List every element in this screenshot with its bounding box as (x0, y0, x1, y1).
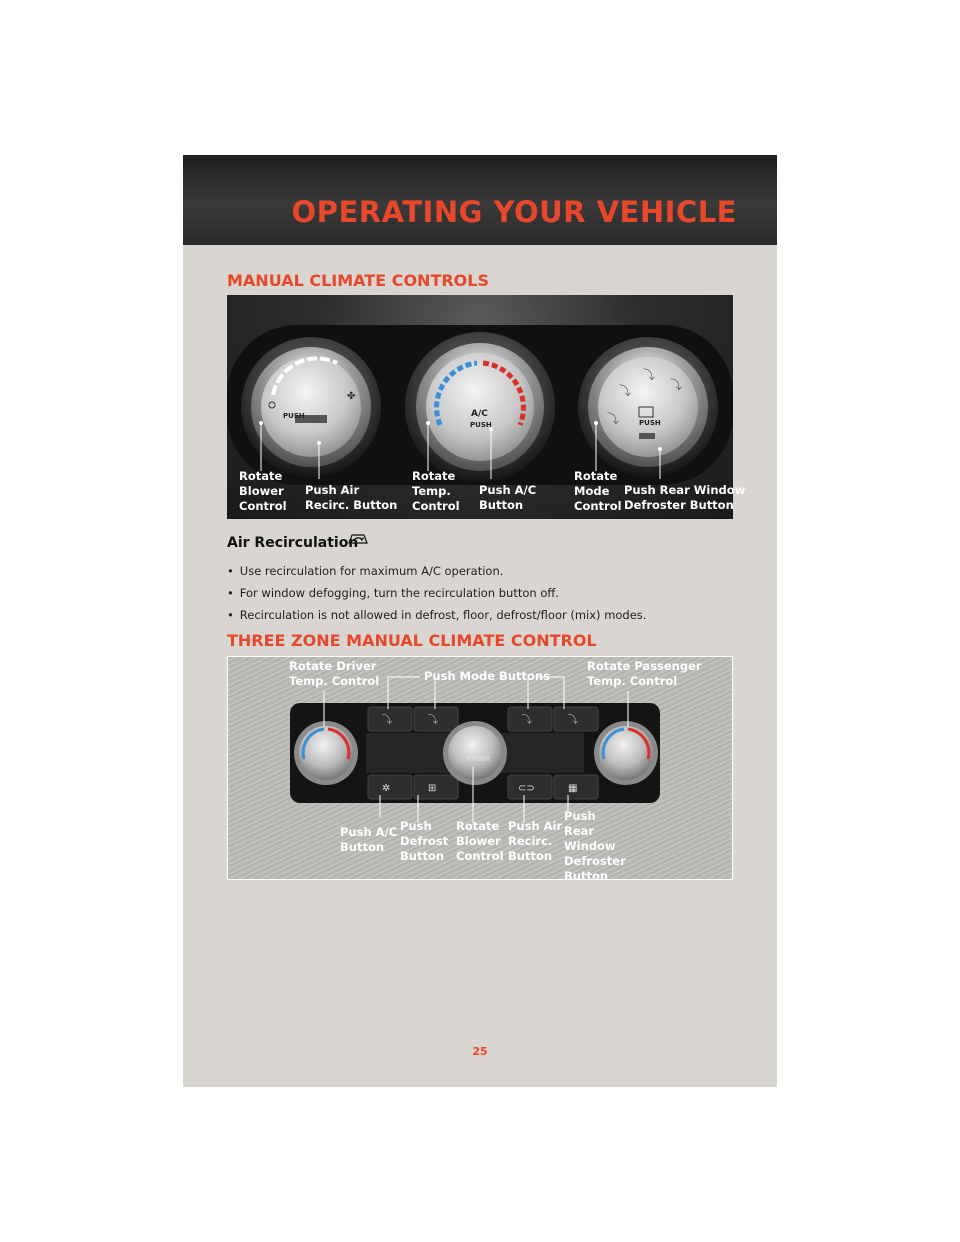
svg-text:⤵: ⤵ (607, 412, 620, 426)
svg-text:⊞: ⊞ (428, 783, 437, 794)
callout-push-rear-window-defroster: Push Rear Window Defroster Button (624, 483, 746, 512)
page-number: 25 (472, 1045, 488, 1058)
svg-text:▦: ▦ (568, 783, 578, 794)
section-title-three-zone: THREE ZONE MANUAL CLIMATE CONTROL (227, 631, 597, 650)
section-title-manual-climate: MANUAL CLIMATE CONTROLS (227, 271, 489, 290)
callout-rotate-temp-control: Rotate Temp. Control (412, 469, 460, 513)
right-knob-push-label: PUSH (639, 419, 661, 427)
callout-push-defrost-button: Push Defrost Button (400, 819, 449, 863)
list-item: • Use recirculation for maximum A/C operation. (227, 560, 747, 582)
driver-temp-knob (294, 721, 358, 785)
list-item: • Recirculation is not allowed in defrost, floor, defrost/floor (mix) modes. (227, 604, 747, 626)
svg-text:⤵: ⤵ (522, 715, 532, 726)
list-item: • For window defogging, turn the recirculation button off. (227, 582, 747, 604)
callout-rotate-blower-control: Rotate Blower Control (239, 469, 287, 513)
air-recirculation-heading: Air Recirculation (227, 535, 359, 551)
svg-text:✲: ✲ (382, 783, 391, 794)
center-knob-ac-label: A/C (471, 409, 488, 419)
svg-text:⊂⊃: ⊂⊃ (518, 783, 535, 794)
svg-text:⤵: ⤵ (568, 715, 578, 726)
callout-push-air-recirc-button: Push Air Recirc. Button (305, 483, 398, 512)
manual-page (183, 155, 777, 1087)
center-knob-push-label: PUSH (470, 421, 492, 429)
callout-push-mode-buttons: Push Mode Buttons (424, 669, 550, 683)
callout-rotate-mode-control: Rotate Mode Control (574, 469, 622, 513)
callout-rotate-blower-control-2: Rotate Blower Control (456, 819, 504, 863)
callout-push-ac-button: Push A/C Button (479, 483, 537, 512)
passenger-temp-knob (594, 721, 658, 785)
svg-text:⤵: ⤵ (428, 715, 438, 726)
svg-text:✤: ✤ (347, 391, 356, 402)
air-recirculation-list (227, 560, 747, 626)
blower-knob (241, 337, 381, 477)
mode-knob (578, 337, 718, 477)
page-header (183, 155, 777, 245)
callout-push-rear-window-defroster-2: Push Rear Window Defroster Button (564, 809, 626, 883)
callout-push-air-recirc-button-2: Push Air Recirc. Button (508, 819, 563, 863)
three-zone-photo (227, 656, 733, 883)
header-title: OPERATING YOUR VEHICLE (291, 195, 737, 229)
svg-text:⤵: ⤵ (643, 368, 656, 382)
callout-push-ac-button-2: Push A/C Button (340, 825, 398, 854)
svg-text:⤵: ⤵ (619, 384, 632, 398)
callout-rotate-driver-temp: Rotate Driver Temp. Control (289, 659, 380, 688)
svg-text:⤵: ⤵ (670, 378, 683, 392)
recirculation-icon (347, 531, 369, 545)
blower-knob-front (443, 721, 507, 785)
callout-rotate-passenger-temp: Rotate Passenger Temp. Control (587, 659, 702, 688)
svg-text:⤵: ⤵ (382, 715, 392, 726)
panel-front-label: FRONT (467, 756, 490, 763)
manual-climate-photo (227, 295, 746, 519)
left-knob-push-label: PUSH (283, 412, 305, 420)
